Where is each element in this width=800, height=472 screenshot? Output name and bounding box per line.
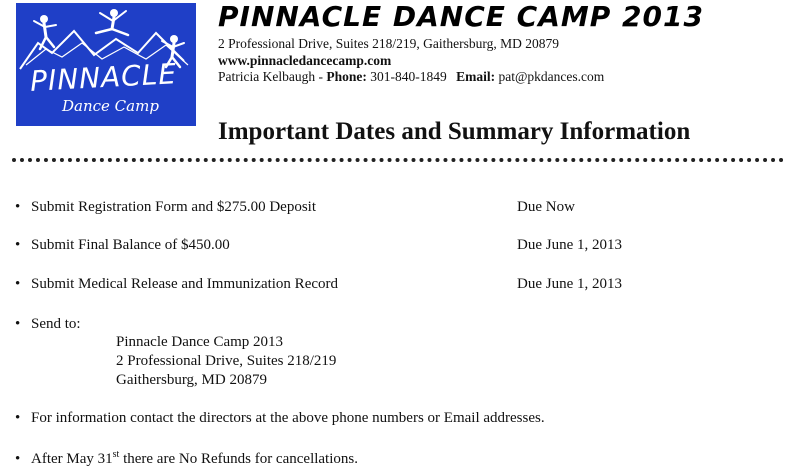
item-text: Submit Final Balance of $450.00 <box>31 237 230 253</box>
mailing-address-line: Pinnacle Dance Camp 2013 <box>116 334 284 350</box>
email-link[interactable]: pat@pkdances.com <box>498 69 605 84</box>
contact-line <box>218 69 604 85</box>
due-date: Due Now <box>517 199 575 215</box>
info-text: For information contact the directors at the above phone numbers or Email addresses. <box>31 410 545 426</box>
bullet: • <box>15 237 21 253</box>
dotted-divider <box>12 158 784 162</box>
info-item <box>15 410 545 427</box>
item-text: Submit Registration Form and $275.00 Deposit <box>31 199 316 215</box>
send-to-item <box>15 316 81 333</box>
bullet: • <box>15 410 21 426</box>
email-label: Email: <box>456 69 496 84</box>
phone-label: Phone: <box>326 69 367 84</box>
bullet: • <box>15 199 21 215</box>
section-title: Important Dates and Summary Information <box>218 118 691 145</box>
due-date: Due June 1, 2013 <box>517 237 622 253</box>
logo-wordmark: PINNACLE <box>29 57 178 98</box>
phone-number: 301-840-1849 <box>370 69 447 84</box>
contact-name: Patricia Kelbaugh - <box>218 69 323 84</box>
bullet: • <box>15 451 21 467</box>
list-item <box>15 276 338 293</box>
refund-text-pre: After May 31 <box>31 451 113 467</box>
website-link[interactable]: www.pinnacledancecamp.com <box>218 53 392 68</box>
send-to-label: Send to: <box>31 316 81 332</box>
due-date: Due June 1, 2013 <box>517 276 622 292</box>
address-line: 2 Professional Drive, Suites 218/219, Gaithersburg, MD 20879 <box>218 36 559 51</box>
logo-subtitle: Dance Camp <box>62 97 159 115</box>
bullet: • <box>15 316 21 332</box>
refund-text-post: there are No Refunds for cancellations. <box>119 451 358 467</box>
refund-date-suffix: st <box>112 449 120 460</box>
item-text: Submit Medical Release and Immunization Record <box>31 276 339 292</box>
refund-item <box>15 449 358 468</box>
list-item <box>15 199 316 216</box>
camp-title: PINNACLE DANCE CAMP 2013 <box>218 0 704 33</box>
dancer-center-icon <box>96 9 128 35</box>
list-item <box>15 237 230 254</box>
bullet: • <box>15 276 21 292</box>
mailing-address-line: Gaithersburg, MD 20879 <box>116 372 267 388</box>
mailing-address-line: 2 Professional Drive, Suites 218/219 <box>116 353 337 369</box>
camp-logo <box>16 3 196 126</box>
